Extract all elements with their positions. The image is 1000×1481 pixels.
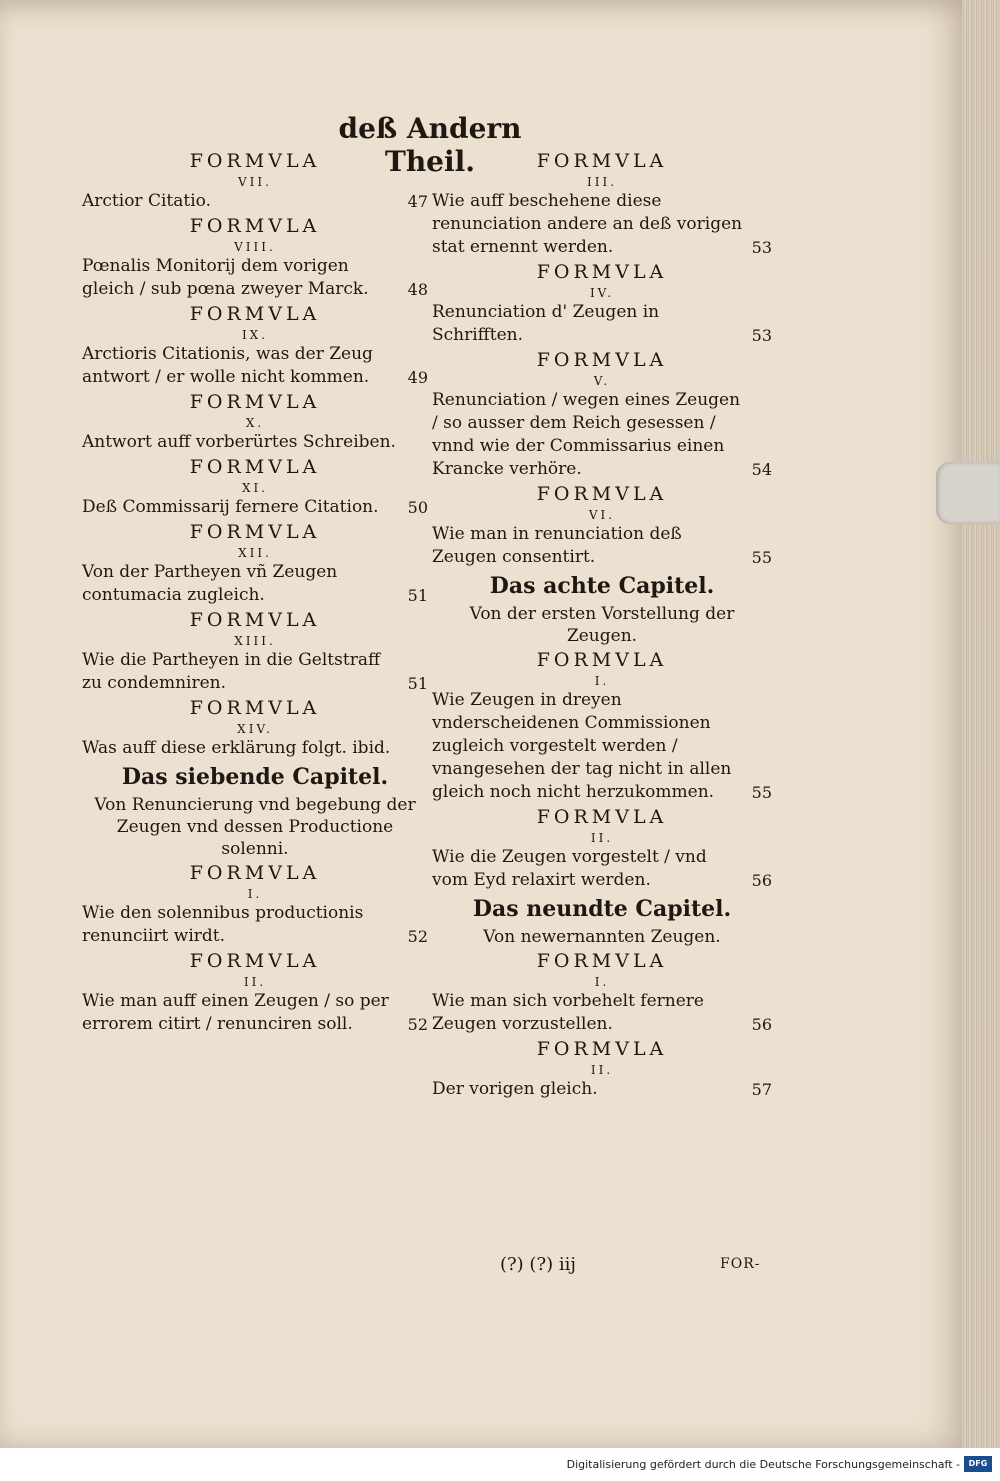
- formula-heading: FORMVLA: [536, 150, 668, 172]
- formula-heading: FORMVLA: [189, 862, 321, 884]
- formula-number: XIII.: [234, 634, 276, 648]
- formula-number: IX.: [241, 328, 269, 342]
- formula-entry: [432, 647, 772, 804]
- right-column: [432, 148, 772, 1101]
- formula-text: Was auff diese erklärung folgt. ibid.: [82, 738, 391, 758]
- formula-entry: [432, 347, 772, 481]
- page-number: 52: [407, 1015, 428, 1034]
- formula-entry: [82, 519, 428, 607]
- page-number: 52: [407, 927, 428, 946]
- formula-number: VIII.: [234, 240, 276, 254]
- dfg-logo: DFG: [964, 1456, 992, 1472]
- chapter-9-title: Das neundte Capitel.: [472, 896, 732, 922]
- page-number: 57: [751, 1080, 772, 1099]
- page-number: 53: [751, 326, 772, 345]
- formula-text: Wie auff beschehene diese renunciation andere an deß vorigen stat ernennt werden.: [432, 191, 743, 257]
- formula-text: Arctior Citatio.: [82, 191, 211, 211]
- formula-text: Renunciation / wegen eines Zeugen / so ausser dem Reich gesessen / vnnd wie der Commissarius einen Krancke verhöre.: [432, 390, 741, 479]
- formula-heading: FORMVLA: [536, 1038, 668, 1060]
- page-number: 55: [751, 548, 772, 567]
- formula-number: VII.: [238, 175, 272, 189]
- formula-number: V.: [593, 374, 611, 388]
- formula-heading: FORMVLA: [189, 521, 321, 543]
- formula-text: Renunciation d' Zeugen in Schrifften.: [432, 302, 660, 345]
- formula-text: Arctioris Citationis, was der Zeug antwort / er wolle nicht kommen.: [82, 344, 373, 387]
- formula-heading: FORMVLA: [189, 215, 321, 237]
- formula-heading: FORMVLA: [536, 649, 668, 671]
- formula-number: XIV.: [237, 722, 273, 736]
- formula-heading: FORMVLA: [189, 150, 321, 172]
- right-entries: [432, 148, 772, 569]
- formula-heading: FORMVLA: [536, 349, 668, 371]
- formula-text: Wie die Partheyen in die Geltstraff zu condemniren.: [82, 650, 381, 693]
- right-entries-2: [432, 647, 772, 892]
- formula-description: [82, 190, 428, 213]
- formula-entry: [432, 481, 772, 569]
- formula-entry: [82, 148, 428, 213]
- formula-entry: [82, 213, 428, 301]
- formula-text: Antwort auff vorberürtes Schreiben.: [82, 432, 396, 452]
- formula-description: [82, 255, 428, 301]
- formula-description: [432, 301, 772, 347]
- running-title: deß Andern Theil.: [338, 112, 522, 178]
- formula-text: Deß Commissarij fernere Citation.: [82, 497, 379, 517]
- formula-number: XII.: [238, 546, 272, 560]
- formula-text: Pœnalis Monitorij dem vorigen gleich / sub pœna zweyer Marck.: [82, 256, 369, 299]
- formula-heading: FORMVLA: [189, 950, 321, 972]
- formula-description: [432, 990, 772, 1036]
- formula-description: [432, 1078, 772, 1101]
- chapter-7-subtitle: Von Renuncierung vnd begebung der Zeugen vnd dessen Productione solenni.: [94, 795, 416, 859]
- formula-heading: FORMVLA: [189, 303, 321, 325]
- formula-description: [432, 523, 772, 569]
- formula-description: [432, 389, 772, 481]
- formula-description: [82, 431, 428, 454]
- page-number: 51: [407, 674, 428, 693]
- formula-number: X.: [245, 416, 265, 430]
- footer-credit: Digitalisierung gefördert durch die Deutsche Forschungsgemeinschaft -: [566, 1458, 960, 1471]
- formula-entry: [432, 148, 772, 259]
- right-entries-3: [432, 948, 772, 1101]
- formula-text: Wie man in renunciation deß Zeugen consentirt.: [432, 524, 682, 567]
- page-edges: [962, 0, 1000, 1448]
- formula-text: Von der Partheyen vñ Zeugen contumacia zugleich.: [82, 562, 338, 605]
- formula-entry: [432, 1036, 772, 1101]
- left-entries-2: [82, 860, 428, 1036]
- page-number: 54: [751, 460, 772, 479]
- page-number: 47: [407, 192, 428, 211]
- chapter-8-title: Das achte Capitel.: [489, 573, 715, 599]
- page-number: 53: [751, 238, 772, 257]
- formula-number: II.: [590, 1063, 614, 1077]
- page-number: 55: [751, 783, 772, 802]
- page-number: 56: [751, 871, 772, 890]
- formula-number: I.: [594, 674, 610, 688]
- formula-heading: FORMVLA: [189, 609, 321, 631]
- formula-text: Wie Zeugen in dreyen vnderscheidenen Commissionen zugleich vorgestelt werden / vnangesehen der tag nicht in allen gleich noch nicht herzukommen.: [432, 690, 732, 802]
- chapter-8-subtitle: Von der ersten Vorstellung der Zeugen.: [469, 604, 735, 646]
- left-column: [82, 148, 428, 1036]
- formula-entry: [432, 804, 772, 892]
- chapter-7-title: Das siebende Capitel.: [121, 764, 389, 790]
- formula-text: Wie man auff einen Zeugen / so per errorem citirt / renunciren soll.: [82, 991, 389, 1034]
- formula-text: Wie man sich vorbehelt fernere Zeugen vorzustellen.: [432, 991, 704, 1034]
- formula-text: Wie den solennibus productionis renunciirt wirdt.: [82, 903, 364, 946]
- formula-description: [82, 902, 428, 948]
- formula-description: [432, 846, 772, 892]
- formula-heading: FORMVLA: [189, 456, 321, 478]
- page-tab-marker: [936, 462, 1000, 524]
- formula-heading: FORMVLA: [536, 950, 668, 972]
- formula-description: [82, 737, 428, 760]
- chapter-9-subtitle: Von newernannten Zeugen.: [483, 927, 721, 947]
- formula-entry: [432, 259, 772, 347]
- formula-number: II.: [590, 831, 614, 845]
- formula-number: I.: [247, 887, 263, 901]
- page-number: 49: [407, 368, 428, 387]
- formula-text: Wie die Zeugen vorgestelt / vnd vom Eyd relaxirt werden.: [432, 847, 707, 890]
- formula-number: XI.: [241, 481, 269, 495]
- formula-number: II.: [243, 975, 267, 989]
- formula-entry: [82, 948, 428, 1036]
- formula-description: [82, 990, 428, 1036]
- formula-description: [432, 190, 772, 259]
- formula-entry: [82, 389, 428, 454]
- page-number: 51: [407, 586, 428, 605]
- formula-number: IV.: [589, 286, 615, 300]
- formula-entry: [432, 948, 772, 1036]
- formula-entry: [82, 454, 428, 519]
- formula-description: [82, 561, 428, 607]
- formula-entry: [82, 695, 428, 760]
- formula-number: III.: [586, 175, 618, 189]
- formula-heading: FORMVLA: [189, 697, 321, 719]
- formula-heading: FORMVLA: [536, 806, 668, 828]
- left-entries: [82, 148, 428, 760]
- page-number: 50: [407, 498, 428, 517]
- signature-mark: (?) (?) iij: [500, 1254, 576, 1275]
- formula-description: [82, 343, 428, 389]
- footer-bar: [0, 1448, 1000, 1481]
- formula-description: [432, 689, 772, 804]
- page-number: 48: [407, 280, 428, 299]
- formula-number: VI.: [588, 508, 616, 522]
- formula-entry: [82, 860, 428, 948]
- catchword: FOR-: [720, 1256, 761, 1272]
- formula-entry: [82, 301, 428, 389]
- formula-description: [82, 496, 428, 519]
- formula-heading: FORMVLA: [536, 483, 668, 505]
- formula-description: [82, 649, 428, 695]
- formula-entry: [82, 607, 428, 695]
- formula-text: Der vorigen gleich.: [432, 1079, 598, 1099]
- formula-heading: FORMVLA: [189, 391, 321, 413]
- page-number: 56: [751, 1015, 772, 1034]
- formula-number: I.: [594, 975, 610, 989]
- formula-heading: FORMVLA: [536, 261, 668, 283]
